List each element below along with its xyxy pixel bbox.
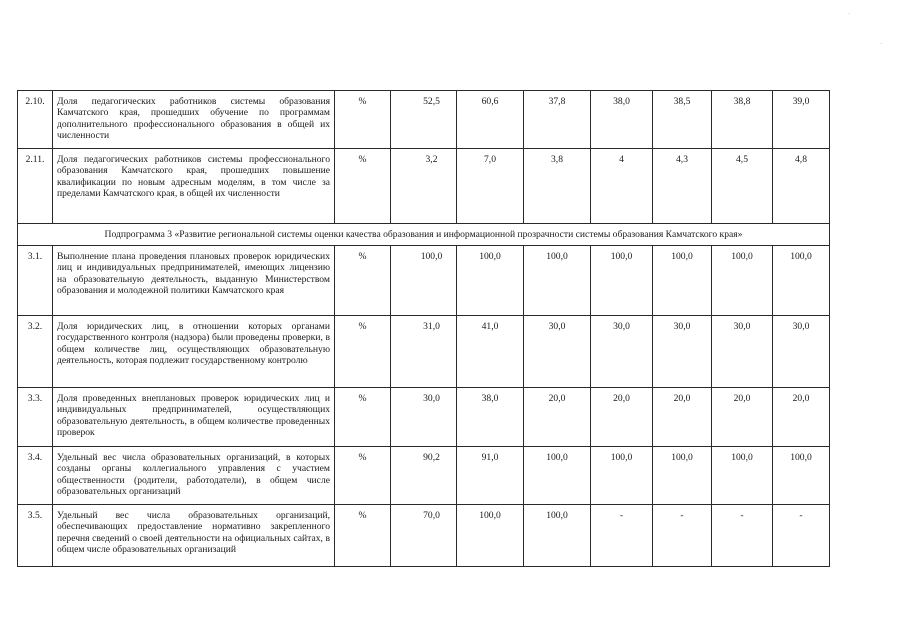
value-cell: - <box>591 505 653 567</box>
value-cell: 100,0 <box>524 505 591 567</box>
table-row <box>18 316 830 388</box>
value-cell: 100,0 <box>524 447 591 505</box>
value-cell: 4 <box>591 149 653 224</box>
value-cell: 91,0 <box>457 447 524 505</box>
subprogram-row <box>18 224 830 246</box>
indicator-name: Удельный вес числа образовательных организаций, в которых созданы органы коллегиального управления с участием общественности (родители, работодатели), в общем числе образовательных организаций <box>53 447 335 505</box>
unit-cell: % <box>335 149 391 224</box>
value-cell: 38,5 <box>653 91 712 149</box>
value-cell: 20,0 <box>524 388 591 447</box>
row-number: 2.10. <box>18 91 53 149</box>
value-cell: 3,8 <box>524 149 591 224</box>
value-cell: 100,0 <box>457 505 524 567</box>
row-number: 3.5. <box>18 505 53 567</box>
value-cell: 100,0 <box>773 246 830 316</box>
row-number: 3.1. <box>18 246 53 316</box>
table-row <box>18 149 830 224</box>
indicator-name: Доля педагогических работников системы образования Камчатского края, прошедших обучение по программам дополнительного профессионального образования в общей их численности <box>53 91 335 149</box>
value-cell: 100,0 <box>591 447 653 505</box>
value-cell: 100,0 <box>773 447 830 505</box>
indicator-name: Удельный вес числа образовательных организаций, обеспечивающих предоставление нормативно закрепленного перечня сведений о своей деятельности на официальных сайтах, в общем числе образовательных организаций <box>53 505 335 567</box>
value-cell: 30,0 <box>524 316 591 388</box>
indicator-name: Доля проведенных внеплановых проверок юридических лиц и индивидуальных предпринимателей, осуществляющих образовательную деятельность, в общем количестве проведенных проверок <box>53 388 335 447</box>
indicator-name: Выполнение плана проведения плановых проверок юридических лиц и индивидуальных предпринимателей, имеющих лицензию на образовательную деятельность, выданную Министерством образования и молодежной политики Камчатского края <box>53 246 335 316</box>
indicator-name: Доля педагогических работников системы профессионального образования Камчатского края, прошедших повышение квалификации по новым адресным моделям, в том числе за пределами Камчатского края, в общей их численности <box>53 149 335 224</box>
value-cell: - <box>773 505 830 567</box>
value-cell: 90,2 <box>391 447 457 505</box>
value-cell: 31,0 <box>391 316 457 388</box>
value-cell: 20,0 <box>653 388 712 447</box>
unit-cell: % <box>335 316 391 388</box>
unit-cell: % <box>335 91 391 149</box>
table-row <box>18 505 830 567</box>
value-cell: 30,0 <box>391 388 457 447</box>
row-number: 2.11. <box>18 149 53 224</box>
value-cell: 100,0 <box>653 447 712 505</box>
value-cell: 30,0 <box>712 316 773 388</box>
value-cell: 4,3 <box>653 149 712 224</box>
unit-cell: % <box>335 246 391 316</box>
value-cell: 100,0 <box>524 246 591 316</box>
scan-speck: · <box>880 40 883 48</box>
value-cell: 30,0 <box>773 316 830 388</box>
value-cell: 38,0 <box>457 388 524 447</box>
value-cell: 39,0 <box>773 91 830 149</box>
value-cell: 100,0 <box>712 447 773 505</box>
value-cell: 60,6 <box>457 91 524 149</box>
indicators-table <box>17 90 830 567</box>
value-cell: 20,0 <box>712 388 773 447</box>
value-cell: 70,0 <box>391 505 457 567</box>
value-cell: 30,0 <box>653 316 712 388</box>
value-cell: 37,8 <box>524 91 591 149</box>
value-cell: 41,0 <box>457 316 524 388</box>
value-cell: - <box>712 505 773 567</box>
table-row <box>18 91 830 149</box>
value-cell: 20,0 <box>773 388 830 447</box>
value-cell: 100,0 <box>653 246 712 316</box>
row-number: 3.4. <box>18 447 53 505</box>
value-cell: 100,0 <box>591 246 653 316</box>
row-number: 3.2. <box>18 316 53 388</box>
value-cell: 100,0 <box>712 246 773 316</box>
value-cell: 30,0 <box>591 316 653 388</box>
table-row <box>18 447 830 505</box>
indicator-name: Доля юридических лиц, в отношении которых органами государственного контроля (надзора) были проведены проверки, в общем количестве лиц, осуществляющих образовательную деятельность, которая подлежит государственному контролю <box>53 316 335 388</box>
value-cell: 7,0 <box>457 149 524 224</box>
value-cell: 38,0 <box>591 91 653 149</box>
value-cell: - <box>653 505 712 567</box>
table-row <box>18 388 830 447</box>
value-cell: 3,2 <box>391 149 457 224</box>
value-cell: 38,8 <box>712 91 773 149</box>
row-number: 3.3. <box>18 388 53 447</box>
unit-cell: % <box>335 447 391 505</box>
value-cell: 100,0 <box>457 246 524 316</box>
value-cell: 100,0 <box>391 246 457 316</box>
table-row <box>18 246 830 316</box>
value-cell: 4,8 <box>773 149 830 224</box>
value-cell: 20,0 <box>591 388 653 447</box>
value-cell: 52,5 <box>391 91 457 149</box>
value-cell: 4,5 <box>712 149 773 224</box>
unit-cell: % <box>335 388 391 447</box>
unit-cell: % <box>335 505 391 567</box>
scan-speck: · <box>848 10 851 18</box>
subprogram-title: Подпрограмма 3 «Развитие региональной системы оценки качества образования и информационной прозрачности системы образования Камчатского края» <box>18 224 830 246</box>
